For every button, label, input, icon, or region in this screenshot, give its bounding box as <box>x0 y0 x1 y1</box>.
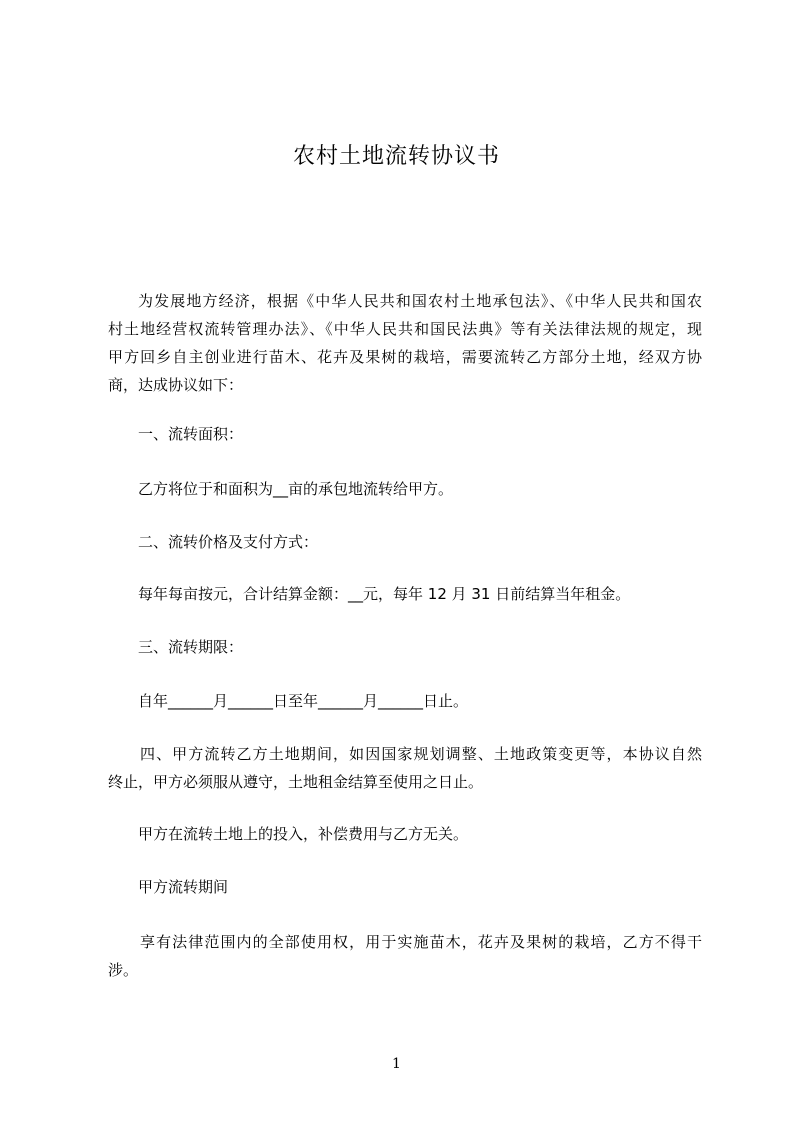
section-4-line-1: 四、甲方流转乙方土地期间，如因国家规划调整、土地政策变更等，本协议自然 <box>140 745 702 763</box>
rights-line-1: 享有法律范围内的全部使用权，用于实施苗木，花卉及果树的栽培，乙方不得干 <box>140 933 702 951</box>
section-1-heading: 一、流转面积： <box>138 425 244 443</box>
section-3-heading: 三、流转期限： <box>138 638 244 656</box>
intro-paragraph <box>108 287 702 399</box>
section-4-line-2: 终止，甲方必须服从遵守，土地租金结算至使用之日止。 <box>108 773 484 791</box>
section-1-body: 乙方将位于和面积为__亩的承包地流转给甲方。 <box>138 480 454 498</box>
section-2-body: 每年每亩按元，合计结算金额：__元，每年 12 月 31 日前结算当年租金。 <box>138 585 631 603</box>
section-2-heading: 二、流转价格及支付方式： <box>138 533 319 551</box>
rights-paragraph <box>108 928 702 984</box>
intro-line-4: 商，达成协议如下： <box>108 376 244 394</box>
page-number: 1 <box>392 1056 401 1072</box>
intro-line-3: 甲方回乡自主创业进行苗木、花卉及果树的栽培，需要流转乙方部分土地，经双方协 <box>108 348 702 366</box>
rights-line-2: 涉。 <box>108 961 139 979</box>
document-title: 农村土地流转协议书 <box>292 144 500 169</box>
section-3-body: 自年______月______日至年______月______日止。 <box>138 692 469 710</box>
section-4-paragraph <box>108 740 702 796</box>
intro-line-1: 为发展地方经济，根据《中华人民共和国农村土地承包法》、《中华人民共和国农 <box>138 292 702 310</box>
investment-paragraph: 甲方在流转土地上的投入，补偿费用与乙方无关。 <box>138 825 469 843</box>
intro-line-2: 村土地经营权流转管理办法》、《中华人民共和国民法典》等有关法律法规的规定，现 <box>108 320 702 338</box>
period-paragraph: 甲方流转期间 <box>138 878 229 896</box>
